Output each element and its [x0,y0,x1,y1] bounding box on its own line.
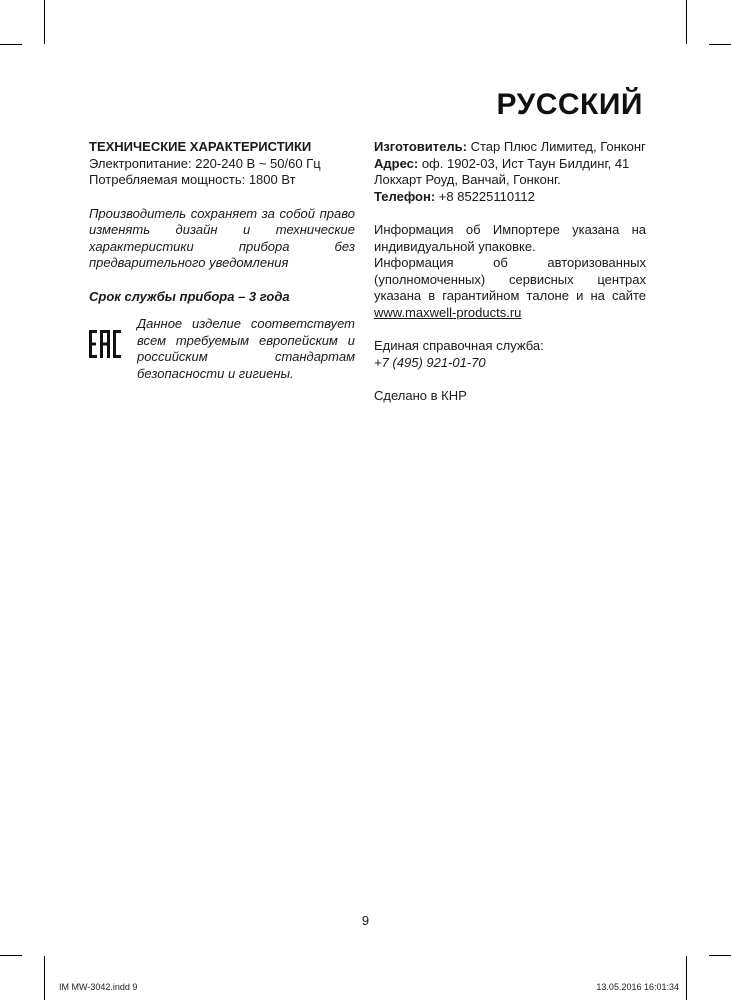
crop-mark-top-left [44,0,45,44]
website-link[interactable]: www.maxwell-products.ru [374,304,522,320]
disclaimer: Производитель сохраняет за собой право изменять дизайн и технические характеристики прибора без предварительного уведомления [89,205,355,270]
manufacturer-line [374,139,646,156]
language-title: РУССКИЙ [496,88,643,121]
left-column [89,139,355,386]
crop-mark-right-bottom [709,955,731,956]
power-supply: Электропитание: 220-240 В ~ 50/60 Гц [89,155,321,171]
address-value: оф. 1902-03, Ист Таун Билдинг, 41 Локхарт Роуд, Ванчай, Гонконг. [374,155,630,187]
address-line [374,156,646,189]
service-life: Срок службы прибора – 3 года [89,288,290,304]
right-column [374,139,646,405]
crop-mark-left-top [0,44,22,45]
crop-mark-top-right [686,0,687,44]
importer-info: Информация об Импортере указана на индивидуальной упаковке. [374,222,646,254]
manufacturer-value: Стар Плюс Лимитед, Гонконг [466,139,646,154]
phone-label: Телефон: [374,188,436,204]
page-number: 9 [361,913,370,928]
helpline-label: Единая справочная служба: [374,338,544,353]
footer-file: IM MW-3042.indd 9 [59,982,138,992]
made-in: Сделано в КНР [374,388,467,403]
crop-mark-left-bottom [0,955,22,956]
crop-mark-bottom-left [44,956,45,1000]
footer-timestamp: 13.05.2016 16:01:34 [596,982,679,992]
power-consumption: Потребляемая мощность: 1800 Вт [89,172,296,187]
phone-value: +8 85225110112 [435,188,535,204]
service-info: Информация об авторизованных (уполномоченных) сервисных центрах указана в гарантийном талоне и на сайте [374,255,646,303]
address-label: Адрес: [374,155,419,171]
manufacturer-label: Изготовитель: [374,139,467,154]
specs-heading: ТЕХНИЧЕСКИЕ ХАРАКТЕРИСТИКИ [89,139,312,154]
service-info-paragraph [374,255,646,321]
crop-mark-bottom-right [686,956,687,1000]
crop-mark-right-top [709,44,731,45]
certification-block [89,316,355,386]
phone-line [374,189,646,206]
certification-text: Данное изделие соответствует всем требуемым европейским и российским стандартам безопасности и гигиены. [137,316,355,381]
helpline-phone: +7 (495) 921-01-70 [374,354,486,370]
eac-logo-icon [89,330,121,358]
